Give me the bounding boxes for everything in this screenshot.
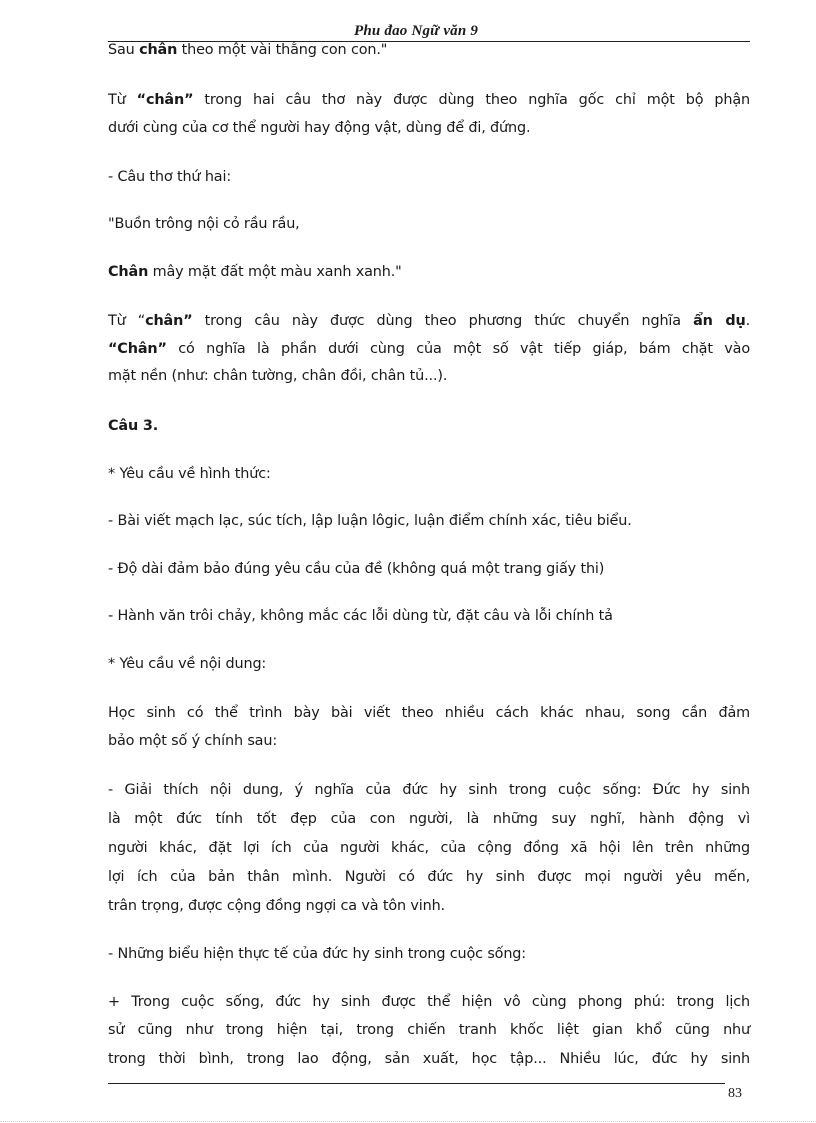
text-line: người khác, đặt lợi ích của người khác, của cộng đồng xã hội lên trên những	[108, 840, 750, 856]
text-line: trân trọng, được cộng đồng ngợi ca và tôn vinh.	[108, 898, 445, 914]
page-header	[108, 20, 750, 42]
text-line: Học sinh có thể trình bày bài viết theo nhiều cách khác nhau, song cần đảm	[108, 705, 750, 721]
text-line: * Yêu cầu về nội dung:	[108, 656, 267, 672]
page-edge-divider	[0, 1121, 816, 1122]
page-number: 83	[728, 1086, 742, 1101]
text-line: "Buồn trông nội cỏ rầu rầu,	[108, 216, 300, 232]
text-run: có nghĩa là phần dưới cùng của một số vật tiếp giáp, bám chặt vào	[166, 341, 750, 357]
text-line: - Hành văn trôi chảy, không mắc các lỗi dùng từ, đặt câu và lỗi chính tả	[108, 608, 613, 624]
text-run: theo một vài thằng con con."	[177, 42, 388, 58]
text-run: trong câu này được dùng theo phương thức chuyển nghĩa	[192, 313, 694, 329]
bold-term: “Chân”	[108, 341, 167, 357]
text-line: - Độ dài đảm bảo đúng yêu cầu của đề (không quá một trang giấy thi)	[108, 561, 605, 577]
footer-rule	[108, 1083, 725, 1084]
text-line: - Giải thích nội dung, ý nghĩa của đức hy sinh trong cuộc sống: Đức hy sinh	[108, 782, 750, 798]
text-line	[108, 311, 750, 331]
bold-term: chân	[139, 42, 178, 58]
text-line: dưới cùng của cơ thể người hay động vật, dùng để đi, đứng.	[108, 120, 531, 136]
text-line	[108, 262, 402, 282]
text-line: - Câu thơ thứ hai:	[108, 169, 232, 185]
text-run: Sau	[108, 42, 140, 58]
text-line	[108, 40, 387, 60]
text-run: Từ “	[108, 313, 146, 329]
text-line: - Những biểu hiện thực tế của đức hy sinh trong cuộc sống:	[108, 946, 526, 962]
text-line: - Bài viết mạch lạc, súc tích, lập luận lôgic, luận điểm chính xác, tiêu biểu.	[108, 513, 632, 529]
text-line: là một đức tính tốt đẹp của con người, là những suy nghĩ, hành động vì	[108, 811, 750, 827]
text-line: bảo một số ý chính sau:	[108, 733, 278, 749]
text-run: .	[745, 313, 750, 329]
text-run: mây mặt đất một màu xanh xanh."	[148, 264, 402, 280]
text-run: Từ	[108, 92, 137, 108]
header-title: Phu đao Ngữ văn 9	[354, 23, 479, 39]
bold-term: ẩn dụ	[693, 313, 746, 329]
text-line: * Yêu cầu về hình thức:	[108, 466, 271, 482]
text-line	[108, 90, 750, 110]
bold-term: “chân”	[136, 92, 194, 108]
text-line: mặt nền (như: chân tường, chân đồi, chân tủ...).	[108, 368, 448, 384]
text-line: lợi ích của bản thân mình. Người có đức hy sinh được mọi người yêu mến,	[108, 869, 750, 885]
text-line: sử cũng như trong hiện tại, trong chiến tranh khốc liệt gian khổ cũng như	[108, 1022, 750, 1038]
section-heading: Câu 3.	[108, 418, 159, 434]
text-line: trong thời bình, trong lao động, sản xuất, học tập... Nhiều lúc, đức hy sinh	[108, 1051, 750, 1067]
text-line: + Trong cuộc sống, đức hy sinh được thể hiện vô cùng phong phú: trong lịch	[108, 994, 750, 1010]
bold-term: chân”	[145, 313, 193, 329]
bold-term: Chân	[108, 264, 149, 280]
text-line	[108, 339, 750, 359]
text-run: trong hai câu thơ này được dùng theo nghĩa gốc chỉ một bộ phận	[193, 92, 750, 108]
